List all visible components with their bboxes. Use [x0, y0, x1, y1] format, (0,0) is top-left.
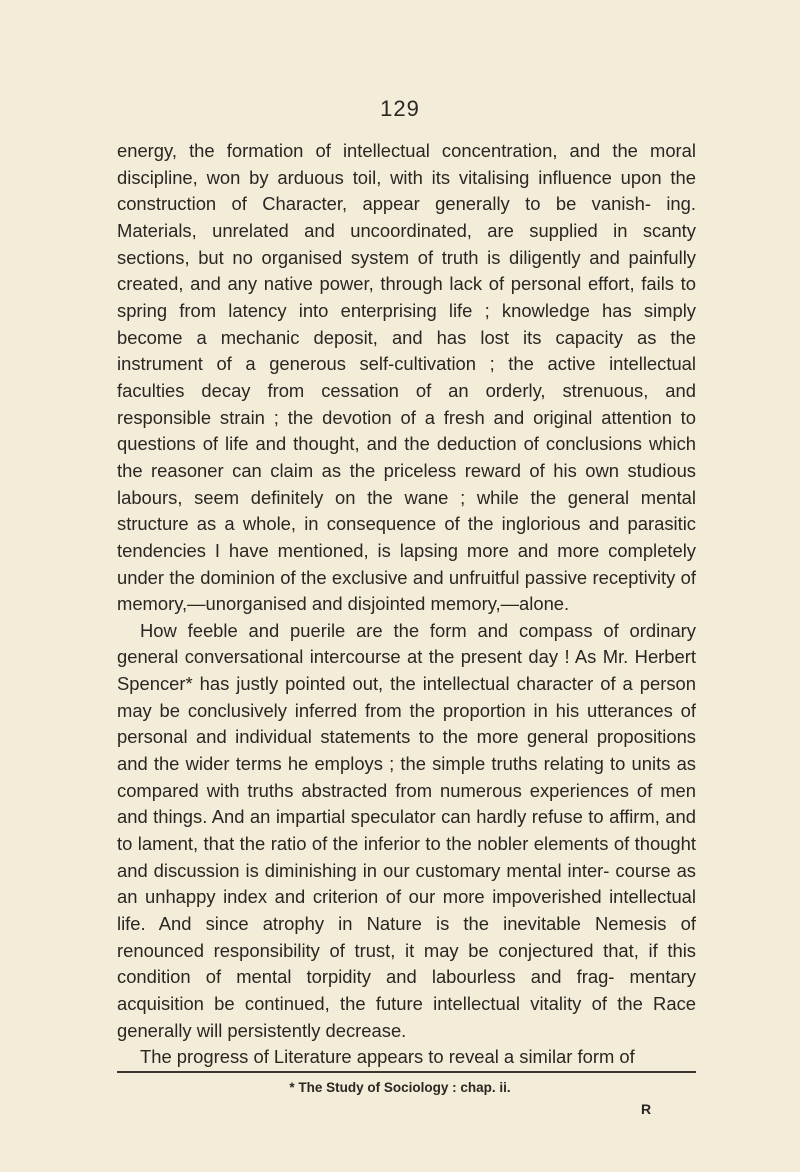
paragraph-3: The progress of Literature appears to reveal a similar form of	[140, 1046, 635, 1068]
paragraph-1: energy, the formation of intellectual concentration, and the moral discipline, won by arduous toil, with its vitalising influence upon the construction of Character, appear generally to be vanish- ing. Materials, unrelated and uncoordinated, are supplied in scanty sections, but no organised system of truth is diligently and painfully created, and any native power, through lack of personal effort, fails to spring from latency into enterprising life ; knowledge has simply become a mechanic deposit, and has lost its capacity as the instrument of a generous self-cultivation ; the active intellectual faculties decay from cessation of an orderly, strenuous, and responsible strain ; the devotion of a fresh and original attention to questions of life and thought, and the deduction of conclusions which the reasoner can claim as the priceless reward of his own studious labours, seem definitely on the wane ; while the general mental structure as a whole, in consequence of the inglorious and parasitic tendencies I have mentioned, is lapsing more and more completely under the dominion of the exclusive and unfruitful passive receptivity of memory,—unorganised and disjointed memory,—alone.	[117, 140, 696, 615]
page-number: 129	[380, 96, 420, 121]
signature-mark: R	[641, 1101, 652, 1117]
footnote: * The Study of Sociology : chap. ii.	[289, 1080, 511, 1095]
footnote-divider	[117, 1071, 696, 1073]
body-text	[117, 138, 696, 1071]
paragraph-2: How feeble and puerile are the form and compass of ordinary general conversational intercourse at the present day ! As Mr. Herbert Spencer* has justly pointed out, the intellectual character of a person may be conclusively inferred from the proportion in his utterances of personal and individual statements to the more general propositions and the wider terms he employs ; the simple truths relating to units as compared with truths abstracted from numerous experiences of men and things. And an impartial speculator can hardly refuse to affirm, and to lament, that the ratio of the inferior to the nobler elements of thought and discussion is diminishing in our customary mental inter- course as an unhappy index and criterion of our more impoverished intellectual life. And since atrophy in Nature is the inevitable Nemesis of renounced responsibility of trust, it may be conjectured that, if this condition of mental torpidity and labourless and frag- mentary acquisition be continued, the future intellectual vitality of the Race generally will persistently decrease.	[117, 619, 696, 1041]
